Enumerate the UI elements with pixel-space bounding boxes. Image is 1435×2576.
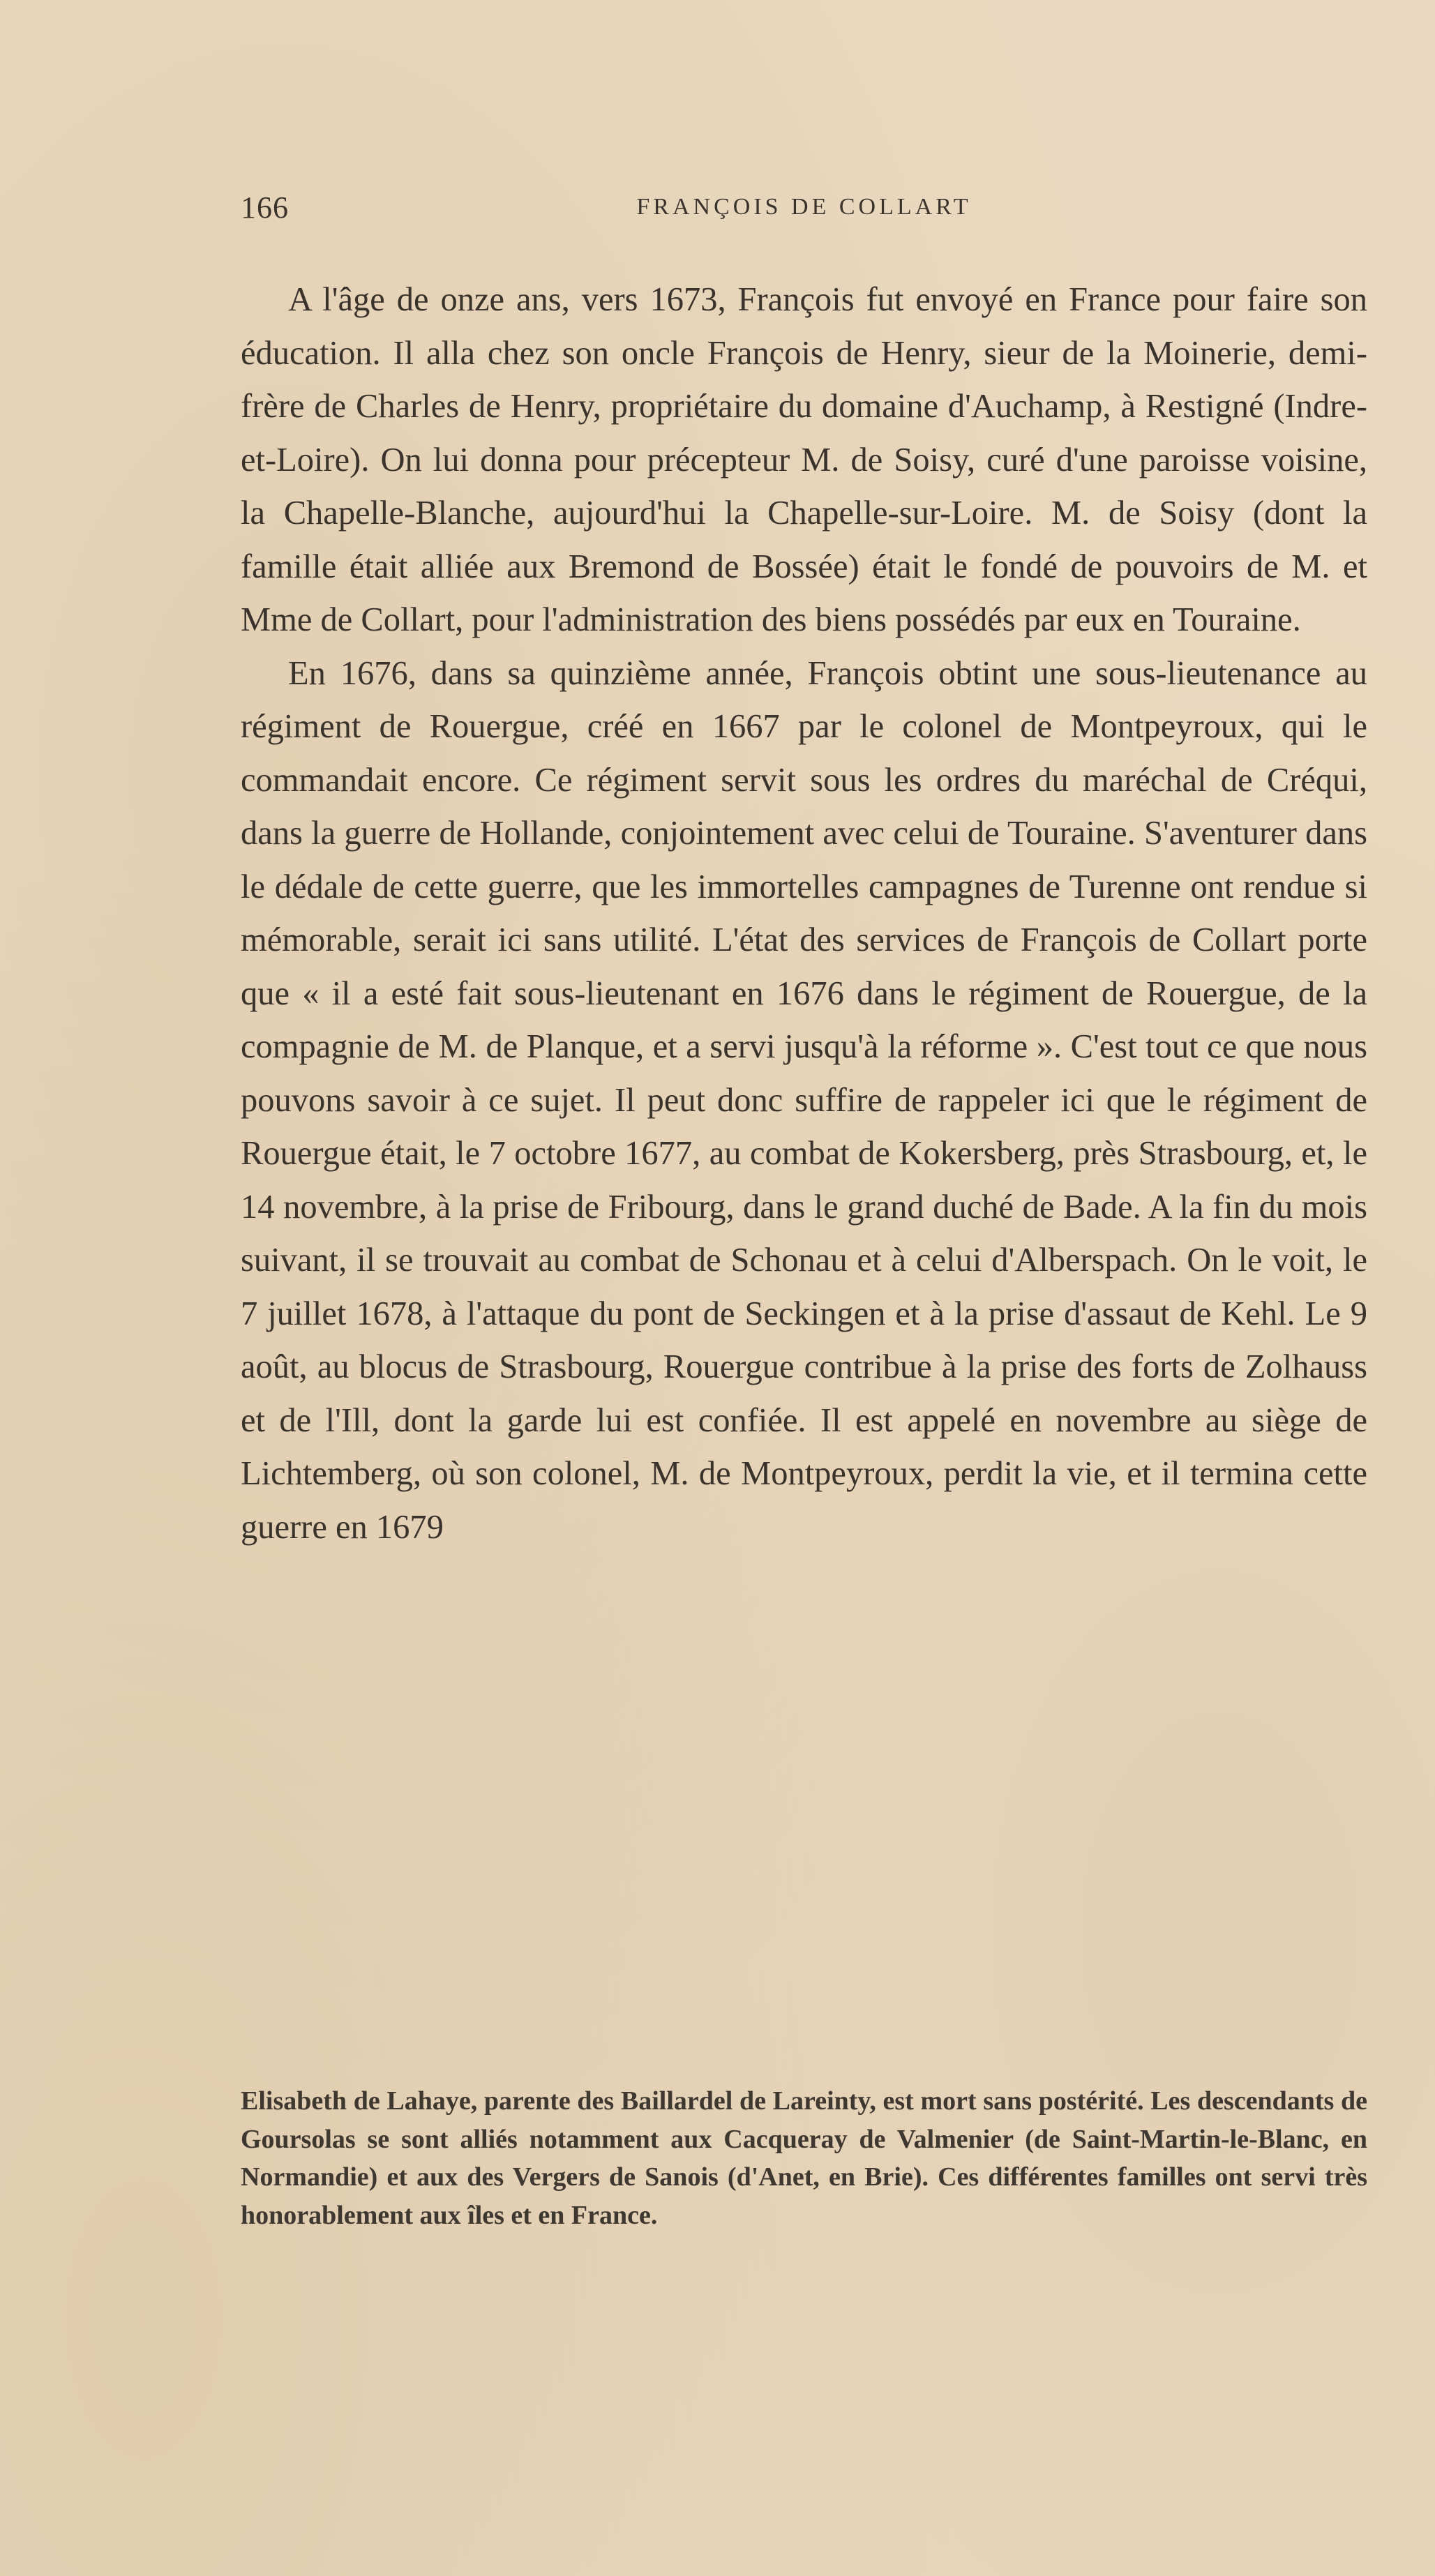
- paragraph-1: A l'âge de onze ans, vers 1673, François fut envoyé en France pour faire son éducation. Il alla chez son oncle François de Henry, sieur de la Moinerie, demi-frère de Charles de Henry, propriétaire du domaine d'Auchamp, à Restigné (Indre-et-Loire). On lui donna pour précepteur M. de Soisy, curé d'une paroisse voisine, la Chapelle-Blanche, aujourd'hui la Chapelle-sur-Loire. M. de Soisy (dont la famille était alliée aux Bremond de Bossée) était le fondé de pouvoirs de M. et Mme de Collart, pour l'administration des biens possédés par eux en Touraine.: [241, 281, 1367, 638]
- footnote-text: Elisabeth de Lahaye, parente des Baillardel de Lareinty, est mort sans postérité. Les descendants de Goursolas se sont alliés notamment aux Cacqueray de Valmenier (de Saint-Martin-le-Blanc, en Normandie) et aux des Vergers de Sanois (d'Anet, en Brie). Ces différentes familles ont servi très honorablement aux îles et en France.: [241, 2086, 1367, 2230]
- page-header: [241, 190, 1367, 232]
- paragraph-2: En 1676, dans sa quinzième année, François obtint une sous-lieutenance au régiment de Rouergue, créé en 1667 par le colonel de Montpeyroux, qui le commandait encore. Ce régiment servit sous les ordres du maréchal de Créqui, dans la guerre de Hollande, conjointement avec celui de Touraine. S'aventurer dans le dédale de cette guerre, que les immortelles campagnes de Turenne ont rendue si mémorable, serait ici sans utilité. L'état des services de François de Collart porte que « il a esté fait sous-lieutenant en 1676 dans le régiment de Rouergue, de la compagnie de M. de Planque, et a servi jusqu'à la réforme ». C'est tout ce que nous pouvons savoir à ce sujet. Il peut donc suffire de rappeler ici que le régiment de Rouergue était, le 7 octobre 1677, au combat de Kokersberg, près Strasbourg, et, le 14 novembre, à la prise de Fribourg, dans le grand duché de Bade. A la fin du mois suivant, il se trouvait au combat de Schonau et à celui d'Alberspach. On le voit, le 7 juillet 1678, à l'attaque du pont de Seckingen et à la prise d'assaut de Kehl. Le 9 août, au blocus de Strasbourg, Rouergue contribue à la prise des forts de Zolhauss et de l'Ill, dont la garde lui est confiée. Il est appelé en novembre au siège de Lichtemberg, où son colonel, M. de Montpeyroux, perdit la vie, et il termina cette guerre en 1679: [241, 654, 1367, 1546]
- page-number: 166: [241, 190, 289, 225]
- body-text: [241, 273, 1367, 1554]
- footnote: [241, 2082, 1367, 2234]
- running-title: FRANÇOIS DE COLLART: [636, 194, 972, 220]
